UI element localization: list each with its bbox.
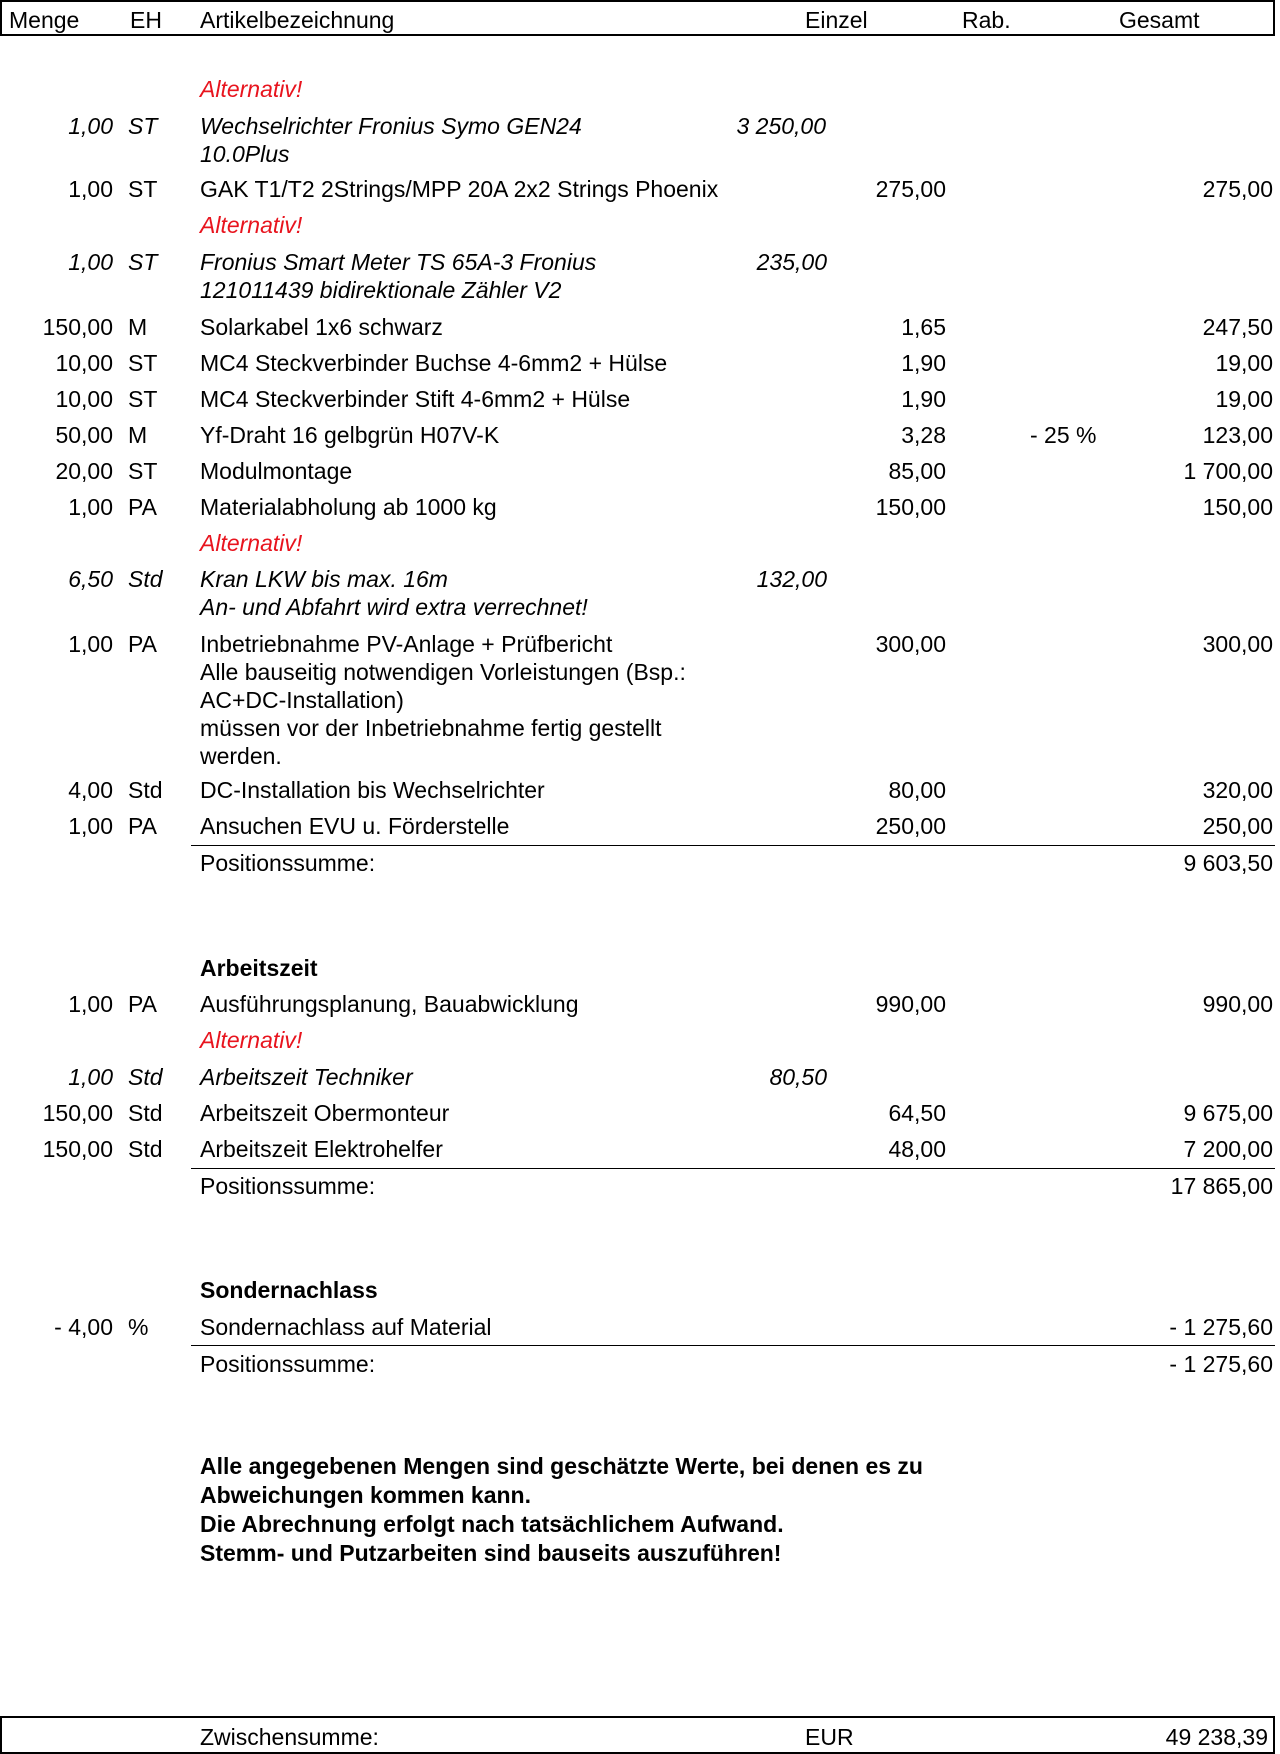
sum-divider (191, 845, 1275, 846)
subtotal-label: Zwischensumme: (200, 1724, 379, 1750)
sum-divider (191, 1345, 1275, 1346)
notice-text: Alle angegebenen Mengen sind geschätzte Werte, bei denen es zu Abweichungen kommen kann. Die Abrechnung erfolgt nach tatsächlichem Aufwand. Stemm- und Putzarbeiten sind bauseits auszuführen! (200, 1453, 923, 1566)
header-gesamt: Gesamt (1119, 7, 1200, 33)
subtotal-bar (0, 1716, 1275, 1754)
invoice-page: Menge EH Artikelbezeichnung Einzel Rab. Gesamt Alternativ! 1,00 ST Wechselrichter Fronius Symo GEN24 10.0Plus 3 250,00 1,00 ST GAK T1/T2 2Strings/MPP 20A 2x2 Strings Phoenix 275,00 275,00 Alternativ! 1,00 ST Fronius Smart Meter TS 65A-3 Fronius 121011439 bidirektionale Zähler V2 235,00 150,00 M Solarkabel 1x6 schwarz 1,65 247,50 10,00 ST MC4 Steckverbinder Buchse 4-6mm2 + Hülse 1,90 19,00 10,00 ST MC4 Steckverbinder Stift 4-6mm2 + Hülse 1,90 19,00 50,00 M Yf-Draht 16 gelbgrün H07V-K 3,28 - 25 % 123,00 20,00 ST Modulmontage 85,00 1 700,00 1,00 PA Materialabholung ab 1000 kg 150,00 150,00 Alternativ! 6,50 Std Kran LKW bis max. 16m An- und Abfahrt wird extra verrechnet! 132,00 1,00 PA Inbetriebnahme PV-Anlage + Prüfbericht Alle bauseitig notwendigen Vorleistungen (Bsp.: AC+DC-Installation) müssen vor der Inbetriebnahme fertig gestellt werden. 300,00 300,00 4,00 Std DC-Installation bis Wechselrichter 80,00 320,00 1,00 PA Ansuchen EVU u. Förderstelle 250,00 250,00 Positionssumme: 9 603,50 Arbeitszeit 1,00 PA Ausführungsplanung, Bauabwicklung 990,00 990,00 Alternativ! 1,00 Std Arbeitszeit Techniker 80,50 150,00 Std Arbeitszeit Obermonteur 64,50 9 675,00 150,00 Std Arbeitszeit Elektrohelfer 48,00 7 200,00 Positionssumme: 17 865,00 Sondernachlass - 4,00 % Sondernachlass auf Material - 1 275,60 Positionssumme: - 1 275,60 Alle angegebenen Mengen sind geschätzte Werte, bei denen es zu Abweichungen kommen kann. Die Abrechnung erfolgt nach tatsächlichem Aufwand. Stemm- und Putzarbeiten sind bauseits auszuführen! Zwischensumme: EUR 49 238,39 (0, 0, 1280, 1754)
rabatt-value: - 25 % (1030, 422, 1097, 448)
header-artikel: Artikelbezeichnung (200, 7, 395, 33)
currency-label: EUR (805, 1724, 854, 1750)
position-sum-value: 17 865,00 (1170, 1173, 1273, 1199)
table-header (0, 0, 1275, 36)
header-einzel: Einzel (805, 7, 868, 33)
position-sum-value: - 1 275,60 (1169, 1351, 1273, 1377)
sum-divider (191, 1168, 1275, 1169)
position-sum-value: 9 603,50 (1183, 850, 1273, 876)
header-eh: EH (130, 7, 162, 33)
subtotal-value: 49 238,39 (1165, 1724, 1268, 1750)
header-menge: Menge (9, 7, 80, 33)
header-rab: Rab. (962, 7, 1011, 33)
